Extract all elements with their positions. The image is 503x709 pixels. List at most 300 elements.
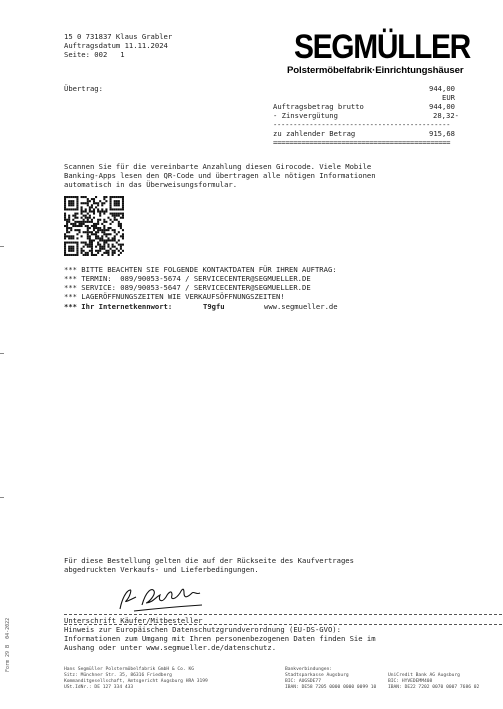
website-link: www.segmueller.de [264, 302, 338, 311]
qr-module [64, 204, 66, 206]
qr-module [85, 215, 87, 217]
qr-module [76, 244, 78, 246]
qr-module [64, 250, 66, 252]
qr-module [110, 206, 112, 208]
qr-module [89, 217, 91, 219]
qr-module [68, 248, 70, 250]
qr-module [116, 219, 118, 221]
qr-module [91, 248, 93, 250]
qr-module [103, 219, 105, 221]
qr-module [89, 208, 91, 210]
qr-module [78, 223, 80, 225]
qr-module [112, 244, 114, 246]
due-value: 915,68 [429, 129, 455, 138]
qr-module [81, 206, 83, 208]
qr-module [103, 202, 105, 204]
qr-module [81, 202, 83, 204]
qr-module [120, 208, 122, 210]
qr-module [122, 237, 124, 239]
qr-module [72, 235, 74, 237]
qr-module [103, 252, 105, 254]
qr-module [87, 244, 89, 246]
qr-module [70, 250, 72, 252]
qr-module [64, 225, 66, 227]
form-id: Form 29 B 04-2022 [5, 617, 11, 672]
qr-module [93, 233, 95, 235]
qr-module [93, 239, 95, 241]
qr-module [64, 208, 66, 210]
qr-module [78, 221, 80, 223]
qr-module [95, 223, 97, 225]
qr-module [76, 237, 78, 239]
qr-module [97, 229, 99, 231]
password-label: *** Ihr Internetkennwort: [64, 302, 173, 311]
qr-module [105, 239, 107, 241]
qr-module [72, 202, 74, 204]
qr-module [97, 235, 99, 237]
qr-module [85, 231, 87, 233]
qr-module [99, 250, 101, 252]
footer-bank-2: UniCredit Bank AG Augsburg BIC: HYVEDEMM408 IBAN: DE22 7202 0070 0007 7686 02 [388, 673, 480, 690]
qr-module [74, 229, 76, 231]
qr-module [72, 237, 74, 239]
qr-module [83, 231, 85, 233]
qr-module [76, 242, 78, 244]
qr-module [120, 227, 122, 229]
qr-module [64, 217, 66, 219]
qr-module [68, 254, 70, 256]
qr-module [72, 200, 74, 202]
qr-module [89, 250, 91, 252]
qr-module [101, 248, 103, 250]
qr-module [112, 221, 114, 223]
qr-module [103, 246, 105, 248]
qr-module [68, 227, 70, 229]
qr-module [81, 221, 83, 223]
qr-module [68, 219, 70, 221]
qr-module [101, 204, 103, 206]
qr-module [76, 229, 78, 231]
qr-module [64, 252, 66, 254]
qr-module [116, 233, 118, 235]
qr-module [103, 221, 105, 223]
qr-module [93, 208, 95, 210]
qr-module [83, 254, 85, 256]
qr-module [72, 223, 74, 225]
qr-module [101, 246, 103, 248]
qr-module [122, 198, 124, 200]
qr-module [76, 200, 78, 202]
qr-module [122, 206, 124, 208]
qr-module [101, 254, 103, 256]
interest-value: 28,32- [433, 111, 459, 120]
qr-module [85, 221, 87, 223]
qr-module [93, 254, 95, 256]
qr-module [72, 215, 74, 217]
qr-module [105, 242, 107, 244]
qr-module [118, 239, 120, 241]
qr-module [74, 223, 76, 225]
qr-module [103, 198, 105, 200]
qr-module [122, 208, 124, 210]
qr-module [70, 200, 72, 202]
qr-module [99, 200, 101, 202]
qr-module [68, 246, 70, 248]
qr-module [76, 196, 78, 198]
qr-module [74, 242, 76, 244]
qr-module [110, 198, 112, 200]
qr-module [101, 235, 103, 237]
qr-module [66, 219, 68, 221]
qr-module [120, 252, 122, 254]
qr-module [112, 215, 114, 217]
qr-module [114, 200, 116, 202]
qr-module [97, 210, 99, 212]
qr-module [116, 202, 118, 204]
qr-module [114, 231, 116, 233]
qr-module [87, 225, 89, 227]
qr-module [110, 227, 112, 229]
qr-module [93, 217, 95, 219]
qr-module [120, 217, 122, 219]
qr-module [95, 233, 97, 235]
qr-module [120, 196, 122, 198]
qr-module [95, 196, 97, 198]
gross-label: Auftragsbetrag brutto [273, 102, 364, 111]
qr-module [103, 229, 105, 231]
qr-module [120, 223, 122, 225]
equals-separator: ============================================ [273, 138, 451, 147]
qr-module [112, 196, 114, 198]
qr-module [112, 246, 114, 248]
qr-module [114, 229, 116, 231]
qr-module [76, 250, 78, 252]
qr-module [107, 227, 109, 229]
qr-module [95, 231, 97, 233]
qr-module [74, 215, 76, 217]
qr-module [64, 246, 66, 248]
qr-module [112, 229, 114, 231]
qr-module [110, 248, 112, 250]
logo-tagline: Polstermöbelfabrik·Einrichtungshäuser [287, 65, 464, 76]
qr-module [87, 235, 89, 237]
qr-module [72, 204, 74, 206]
qr-module [122, 215, 124, 217]
customer-line: 15 0 731837 Klaus Grabler [64, 32, 173, 41]
qr-module [103, 233, 105, 235]
qr-module [72, 219, 74, 221]
qr-module [97, 242, 99, 244]
qr-module [122, 235, 124, 237]
qr-module [81, 210, 83, 212]
qr-module [83, 202, 85, 204]
qr-module [64, 233, 66, 235]
qr-module [83, 210, 85, 212]
qr-module [85, 208, 87, 210]
qr-module [114, 237, 116, 239]
qr-module [110, 202, 112, 204]
qr-module [105, 250, 107, 252]
qr-module [66, 229, 68, 231]
qr-module [105, 252, 107, 254]
fold-mark [0, 353, 4, 354]
qr-module [97, 252, 99, 254]
qr-module [101, 237, 103, 239]
qr-module [118, 204, 120, 206]
qr-module [68, 231, 70, 233]
qr-module [76, 204, 78, 206]
qr-module [87, 231, 89, 233]
qr-module [99, 246, 101, 248]
qr-module [68, 250, 70, 252]
qr-module [66, 254, 68, 256]
qr-module [103, 196, 105, 198]
qr-module [66, 227, 68, 229]
qr-module [114, 239, 116, 241]
qr-module [105, 196, 107, 198]
qr-module [85, 196, 87, 198]
qr-module [122, 213, 124, 215]
qr-module [76, 233, 78, 235]
girocode-text-line: Scannen Sie für die vereinbarte Anzahlung diesen Girocode. Viele Mobile [64, 162, 372, 171]
qr-module [87, 252, 89, 254]
qr-module [72, 225, 74, 227]
qr-module [112, 254, 114, 256]
qr-module [107, 254, 109, 256]
qr-module [83, 246, 85, 248]
interest-label: - Zinsvergütung [273, 111, 338, 120]
qr-module [95, 237, 97, 239]
qr-module [118, 231, 120, 233]
qr-module [72, 254, 74, 256]
terms-line: abgedruckten Verkaufs- und Lieferbedingungen. [64, 565, 259, 574]
qr-module [114, 215, 116, 217]
qr-module [87, 254, 89, 256]
qr-module [87, 217, 89, 219]
qr-module [105, 208, 107, 210]
qr-module [97, 227, 99, 229]
qr-module [114, 196, 116, 198]
qr-module [64, 248, 66, 250]
qr-module [68, 208, 70, 210]
qr-module [81, 196, 83, 198]
qr-module [97, 244, 99, 246]
qr-module [122, 200, 124, 202]
qr-module [107, 233, 109, 235]
qr-module [122, 196, 124, 198]
qr-module [101, 202, 103, 204]
qr-module [107, 217, 109, 219]
qr-module [66, 235, 68, 237]
qr-module [120, 244, 122, 246]
qr-module [87, 219, 89, 221]
qr-module [78, 231, 80, 233]
qr-module [118, 225, 120, 227]
qr-module [112, 250, 114, 252]
qr-module [85, 225, 87, 227]
qr-module [74, 225, 76, 227]
qr-module [122, 233, 124, 235]
qr-module [91, 242, 93, 244]
qr-module [95, 225, 97, 227]
qr-module [70, 202, 72, 204]
qr-module [81, 217, 83, 219]
qr-module [112, 208, 114, 210]
qr-module [64, 206, 66, 208]
qr-module [112, 252, 114, 254]
qr-module [70, 237, 72, 239]
qr-module [76, 225, 78, 227]
qr-module [99, 210, 101, 212]
qr-module [118, 213, 120, 215]
qr-module [93, 200, 95, 202]
qr-module [95, 206, 97, 208]
qr-module [81, 235, 83, 237]
girocode-text-line: automatisch in das Überweisungsformular. [64, 180, 238, 189]
qr-module [116, 200, 118, 202]
qr-module [95, 227, 97, 229]
segmueller-logo: SEGMÜLLER [294, 28, 470, 66]
qr-module [105, 210, 107, 212]
contact-line: *** SERVICE: 089/90053-5647 / SERVICECENTER@SEGMUELLER.DE [64, 283, 311, 292]
qr-module [81, 223, 83, 225]
qr-module [83, 196, 85, 198]
qr-module [91, 254, 93, 256]
qr-module [64, 254, 66, 256]
qr-module [74, 196, 76, 198]
qr-module [89, 231, 91, 233]
qr-module [76, 221, 78, 223]
qr-module [89, 206, 91, 208]
qr-module [81, 208, 83, 210]
qr-module [68, 202, 70, 204]
qr-module [116, 242, 118, 244]
qr-module [66, 242, 68, 244]
qr-module [118, 208, 120, 210]
qr-module [81, 242, 83, 244]
qr-module [114, 204, 116, 206]
qr-module [74, 254, 76, 256]
qr-module [68, 237, 70, 239]
dash-separator: -------------------------------------------- [273, 120, 451, 129]
qr-module [91, 198, 93, 200]
qr-module [66, 221, 68, 223]
qr-module [118, 223, 120, 225]
qr-module [70, 246, 72, 248]
qr-module [70, 254, 72, 256]
qr-module [99, 239, 101, 241]
qr-module [103, 244, 105, 246]
qr-module [101, 210, 103, 212]
qr-module [87, 202, 89, 204]
qr-module [93, 225, 95, 227]
qr-module [89, 246, 91, 248]
qr-module [87, 246, 89, 248]
qr-module [72, 208, 74, 210]
qr-module [81, 213, 83, 215]
qr-module [74, 217, 76, 219]
qr-module [64, 213, 66, 215]
girocode-qr-image [64, 196, 124, 256]
qr-module [112, 239, 114, 241]
qr-module [89, 200, 91, 202]
qr-module [85, 217, 87, 219]
qr-module [101, 239, 103, 241]
qr-module [91, 221, 93, 223]
qr-module [112, 237, 114, 239]
qr-module [68, 204, 70, 206]
qr-module [93, 213, 95, 215]
qr-module [110, 204, 112, 206]
qr-module [118, 196, 120, 198]
qr-module [114, 235, 116, 237]
footer-company: Hans Segmüller Polstermöbelfabrik GmbH & Co. KG Sitz: Münchner Str. 35, 86316 Friedberg Kommanditgesellschaft, Amtsgericht Augsburg HRA 3199 USt.IdNr.: DE 127 334 433 [64, 667, 208, 690]
page-number: Seite: 002 1 [64, 50, 125, 59]
qr-module [107, 252, 109, 254]
privacy-line: Informationen zum Umgang mit Ihren personenbezogenen Daten finden Sie im [64, 634, 376, 643]
qr-module [120, 225, 122, 227]
qr-module [91, 225, 93, 227]
qr-module [91, 210, 93, 212]
qr-module [103, 210, 105, 212]
qr-module [110, 196, 112, 198]
order-date: Auftragsdatum 11.11.2024 [64, 41, 168, 50]
qr-module [122, 229, 124, 231]
qr-module [107, 244, 109, 246]
qr-module [118, 200, 120, 202]
qr-module [87, 229, 89, 231]
qr-module [120, 235, 122, 237]
carryover-value: 944,00 [429, 84, 455, 93]
qr-module [107, 246, 109, 248]
qr-module [97, 221, 99, 223]
qr-module [97, 223, 99, 225]
qr-module [114, 213, 116, 215]
qr-module [97, 204, 99, 206]
qr-module [116, 208, 118, 210]
qr-module [97, 231, 99, 233]
qr-module [85, 254, 87, 256]
qr-module [122, 204, 124, 206]
qr-module [110, 233, 112, 235]
qr-module [72, 248, 74, 250]
qr-module [87, 198, 89, 200]
qr-module [70, 235, 72, 237]
qr-module [72, 196, 74, 198]
qr-module [110, 223, 112, 225]
qr-module [76, 246, 78, 248]
qr-module [66, 196, 68, 198]
qr-module [93, 223, 95, 225]
contact-line: *** TERMIN: 089/90053-5674 / SERVICECENTER@SEGMUELLER.DE [64, 274, 311, 283]
qr-module [99, 244, 101, 246]
qr-module [93, 210, 95, 212]
qr-module [118, 250, 120, 252]
signature-label: Unterschrift Käufer/Mitbesteller [64, 616, 203, 625]
qr-module [110, 213, 112, 215]
qr-module [83, 242, 85, 244]
qr-module [89, 239, 91, 241]
qr-module [93, 202, 95, 204]
qr-module [87, 204, 89, 206]
qr-module [76, 208, 78, 210]
qr-module [68, 242, 70, 244]
qr-module [70, 223, 72, 225]
qr-module [101, 231, 103, 233]
qr-module [101, 223, 103, 225]
qr-module [78, 229, 80, 231]
qr-module [64, 219, 66, 221]
